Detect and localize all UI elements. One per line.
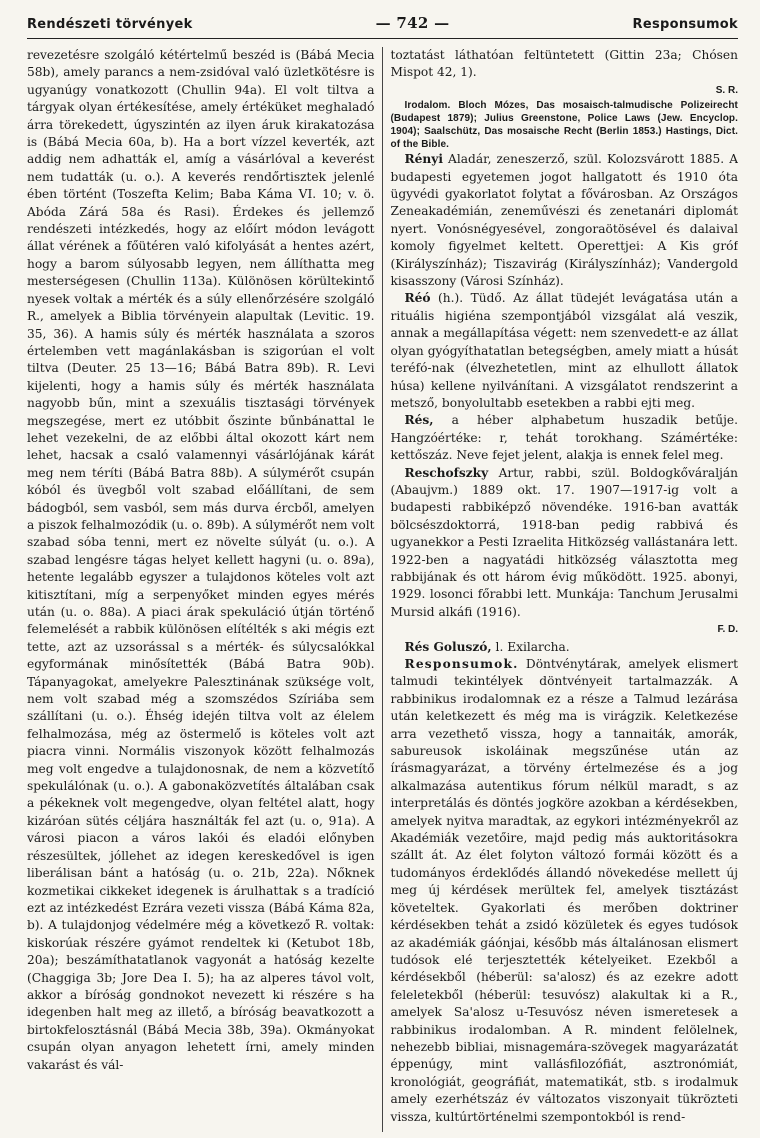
entry-responsumok (391, 656, 739, 1126)
entry-headword: Réó (404, 291, 431, 306)
text-columns (27, 47, 738, 1132)
entry-reschofszky (391, 465, 739, 622)
author-signature: S. R. (715, 84, 738, 96)
continuation-text: toztatást láthatóan feltüntetett (Gittin 23a; Chósen Mispot 42, 1). (390, 48, 738, 80)
entry-headword: Responsumok. (404, 657, 519, 671)
entry-text: l. Exilarcha. (491, 639, 570, 654)
page-number: — 742 — (375, 14, 450, 32)
literature-note: Irodalom. Bloch Mózes, Das mosaisch-talmudische Polizeirecht (Budapest 1879); Julius Greenstone, Police Laws (Jew. Encyclop. 1904); Saalschütz, Das mosaische Recht (Berlin 1853.) Hastings, Dict. of the Bible. (390, 100, 738, 151)
header-right-title: Responsumok (632, 17, 738, 32)
right-column (382, 47, 739, 1132)
entry-text: a héber alphabetum huszadik betűje. Hangzóértéke: r, tehát torokhang. Számértéke: kettőszáz. Neve fejet jelent, alakja is ennek felel meg. (390, 413, 738, 463)
entry-res-goluszo (391, 639, 739, 656)
header-left-title: Rendészeti törvények (27, 17, 193, 32)
entry-text: (h.). Tüdő. Az állat tüdejét levágatása után a rituális higiéna szempontjából vizsgálat alá veszik, annak a megállapítása végett: nem szenvedett-e az állat olyan gyógyíthatatlan betegségben, amely miatt a húsát teréfó-nak (élvezhetetlen, mint az elhullott állatok húsa) kellene nyilvánítani. A vizsgálatot rendszerint a metsző, bonyolultabb esetekben a rabbi ejti meg. (390, 291, 738, 410)
running-header (27, 14, 738, 39)
entry-headword: Rés, (404, 413, 434, 428)
entry-renyi (391, 151, 739, 290)
continuation-paragraph (391, 47, 739, 82)
entry-headword: Reschofszky (404, 465, 489, 480)
entry-reo (391, 290, 739, 412)
entry-text: Artur, rabbi, szül. Boldogkőváralján (Abaujvm.) 1889 okt. 17. 1907—1917-ig volt a budapesti rabbiképző növendéke. 1916-ban avatták bölcsészdoktorrá, 1918-ban pedig rabbivá és ugyanekkor a Pesti Izraelita Hitközség vallástanára lett. 1922-ben a nagyatádi hitközség választotta meg rabbijának és ott három évig működött. 1925. abonyi, 1929. losonci főrabbi lett. Munkája: Tanchum Jerusalmi Mursid alkáfi (1916). (390, 465, 738, 619)
entry-text: Aladár, zeneszerző, szül. Kolozsvárott 1885. A budapesti egyetemen jogot hallgatott és 1910 óta ügyvédi gyakorlatot folytat a fővárosban. Az Országos Zeneakadémián, zeneművészi és zenetanári diplomát nyert. Vonósnégyesével, zongoraötösével és dalaival komoly figyelmet keltett. Operettjei: A Kis gróf (Királyszínház); Tiszavirág (Királyszínház); Vandergold kisasszony (Városi Színház). (390, 152, 738, 289)
entry-text: Döntvénytárak, amelyek elismert talmudi tekintélyek döntvényeit tartalmazzák. A rabbinikus irodalomnak ez a része a Talmud lezárása után keletkezett és még ma is virágzik. Keletkezése arra vezethető vissza, hogy a tannaiták, amorák, sabureusok iskoláinak megszűnése után az írásmagyarázat, a törvény értelmezése és a jog alkalmazása autentikus fórum nélkül maradt, s az interpretálás és döntés jogköre azokban a kérdésekben, amelyek nyitva maradtak, az egykori intézményekről az Akadémiák vezetőire, majd pedig más auktoritásokra szállt át. Az élet folyton változó formái között és a tudományos érdeklődés állandó növekedése mellett új meg új kérdések merültek fel, amelyek tisztázást követeltek. Gyakorlati és merőben doktriner kérdésekben tehát a zsidó közületek és egyes tudósok az akadémiák gáónjai, később más általánosan elismert tudósok elé terjesztették kételyeiket. Ezekből a kérdésekből (héberül: sa'alosz) és az ezekre adott feleletekből (héberül: tesuvósz) alakultak ki a R., amelyek Sa'alosz u-Tesuvósz néven ismeretesek a rabbinikus irodalomban. A R. mindent felölelnek, nehezebb bibliai, misnagemára-szövegek magyarázatát éppenúgy, mint vallásfilozófiát, asztronómiát, kronológiát, geográfiát, matematikát, stb. s irodalmuk amely ezerhétszáz év változatos viszonyait tükrözteti vissza, kultúrtörténelmi szempontokból is rend- (390, 657, 738, 1124)
author-signature: F. D. (717, 624, 738, 636)
entry-headword: Rés Goluszó, (404, 639, 492, 654)
left-column (27, 47, 382, 1132)
entry-headword: Rényi (404, 152, 443, 167)
entry-res (391, 412, 739, 464)
left-paragraph: revezetésre szolgáló kétértelmű beszéd is (Bábá Mecia 58b), amely parancs a nem-zsidóval való üzletkötésre is ugyanúgy vonatkozott (Chullin 94a). El volt tiltva a tárgyak olyan értékesítése, amely értéküket meghaladó árra törekedett, úgyszintén az ilyen áruk kirakatozása is (Bábá Mecia 60a, b). Ha a bort vízzel keverték, azt addig nem adhatták el, amíg a vásárlóval a keverést nem tudatták (u. o.). A keverés rendőrtisztek jelenlé ében történt (Toszefta Kelim; Baba Káma VI. 10; v. ö. Abóda Zárá 58a és Rasi). Érdekes és jellemző rendészeti intézkedés, hogy az előírt módon levágott állat vérének a főütéren való kifolyását a hentes azért, hogy a barom súlyosabb legyen, nem állíthatta meg mesterségesen (Chullin 113a). Különösen körültekintő nyesek voltak a mérték és a súly ellenőrzésére szolgáló R., amelyek a Biblia törvényein alapultak (Levitic. 19. 35, 36). A hamis súly és mérték használata a szoros értelemben vett magánlakásban is szigorúan el volt tiltva (Deuter. 25 13—16; Bábá Batra 89b). R. Levi kijelenti, hogy a hamis súly és mérték használata nagyobb bűn, mint a szexuális tisztasági törvények megszegése, mert ez utóbbit őszinte bűnbánattal le lehet vezekelni, de az előbbi által okozott kárt nem lehet, hacsak a csaló valamennyi vásárlójának kárát meg nem téríti (Bábá Batra 88b). A súlymérőt csupán kóból és üvegből volt szabad előállítani, de sem bádogból, sem vasból, sem más durva ércből, amelyen a piszok felhalmozódik (u. o. 89b). A súlymérőt nem volt szabad sóba tenni, mert ez növelte súlyát (u. o.). A szabad lengésre tágas helyet kellett hagyni (u. o. 89a), hetente legalább egyszer a tulajdonos köteles volt azt kitisztítani, míg a serpenyőket minden egyes mérés után (u. o. 88a). A piaci árak spekuláció útján történő felemelését a rabbik különösen elítélték s aki mégis ezt tette, azt az uzsorással s a mérték- és súlycsalókkal egyformának minősítették (Bábá Batra 90b). Tápanyagokat, amelyekre Palesztinának szüksége volt, nem volt szabad még a szomszédos Szíriába sem szállítani (u. o.). Éhség idején tiltva volt az élelem felhalmozása, még az östermelő is köteles volt azt piacra vinni. Normális viszonyok között felhalmozás meg volt engedve a tulajdonosnak, de nem a közvetítő spekulálónak (u. o.). A gabonaközvetítés általában csak a pékeknek volt megengedve, olyan feltétel alatt, hogy kizáróan sütés céljára használták fel azt (u. o, 91a). A városi piacon a város lakói és eladói előnyben részesültek, jóllehet az idegen kereskedővel is igen liberálisan bánt a hatóság (u. o. 21b, 22a). Nőknek kozmetikai cikkeket idegenek is árulhattak s a tradíció ezt az intézkedést Ezrára vezeti vissza (Bábá Káma 82a, b). A tulajdonjog védelmére még a következő R. voltak: kiskorúak részére gyámot rendeltek ki (Ketubot 18b, 20a); beszámíthatatlanok vagyonát a hatóság kezelte (Chaggiga 3b; Jore Dea I. 5); ha az alperes távol volt, akkor a bíróság gondnokot nevezett ki részére s ha idegenben halt meg az illető, a bíróság beavatkozott a birtokfelosztásnál (Bábá Mecia 38b, 39a). Okmányokat csupán olyan anyagon lehetett írni, amely minden vakarást és vál- (27, 48, 375, 1072)
